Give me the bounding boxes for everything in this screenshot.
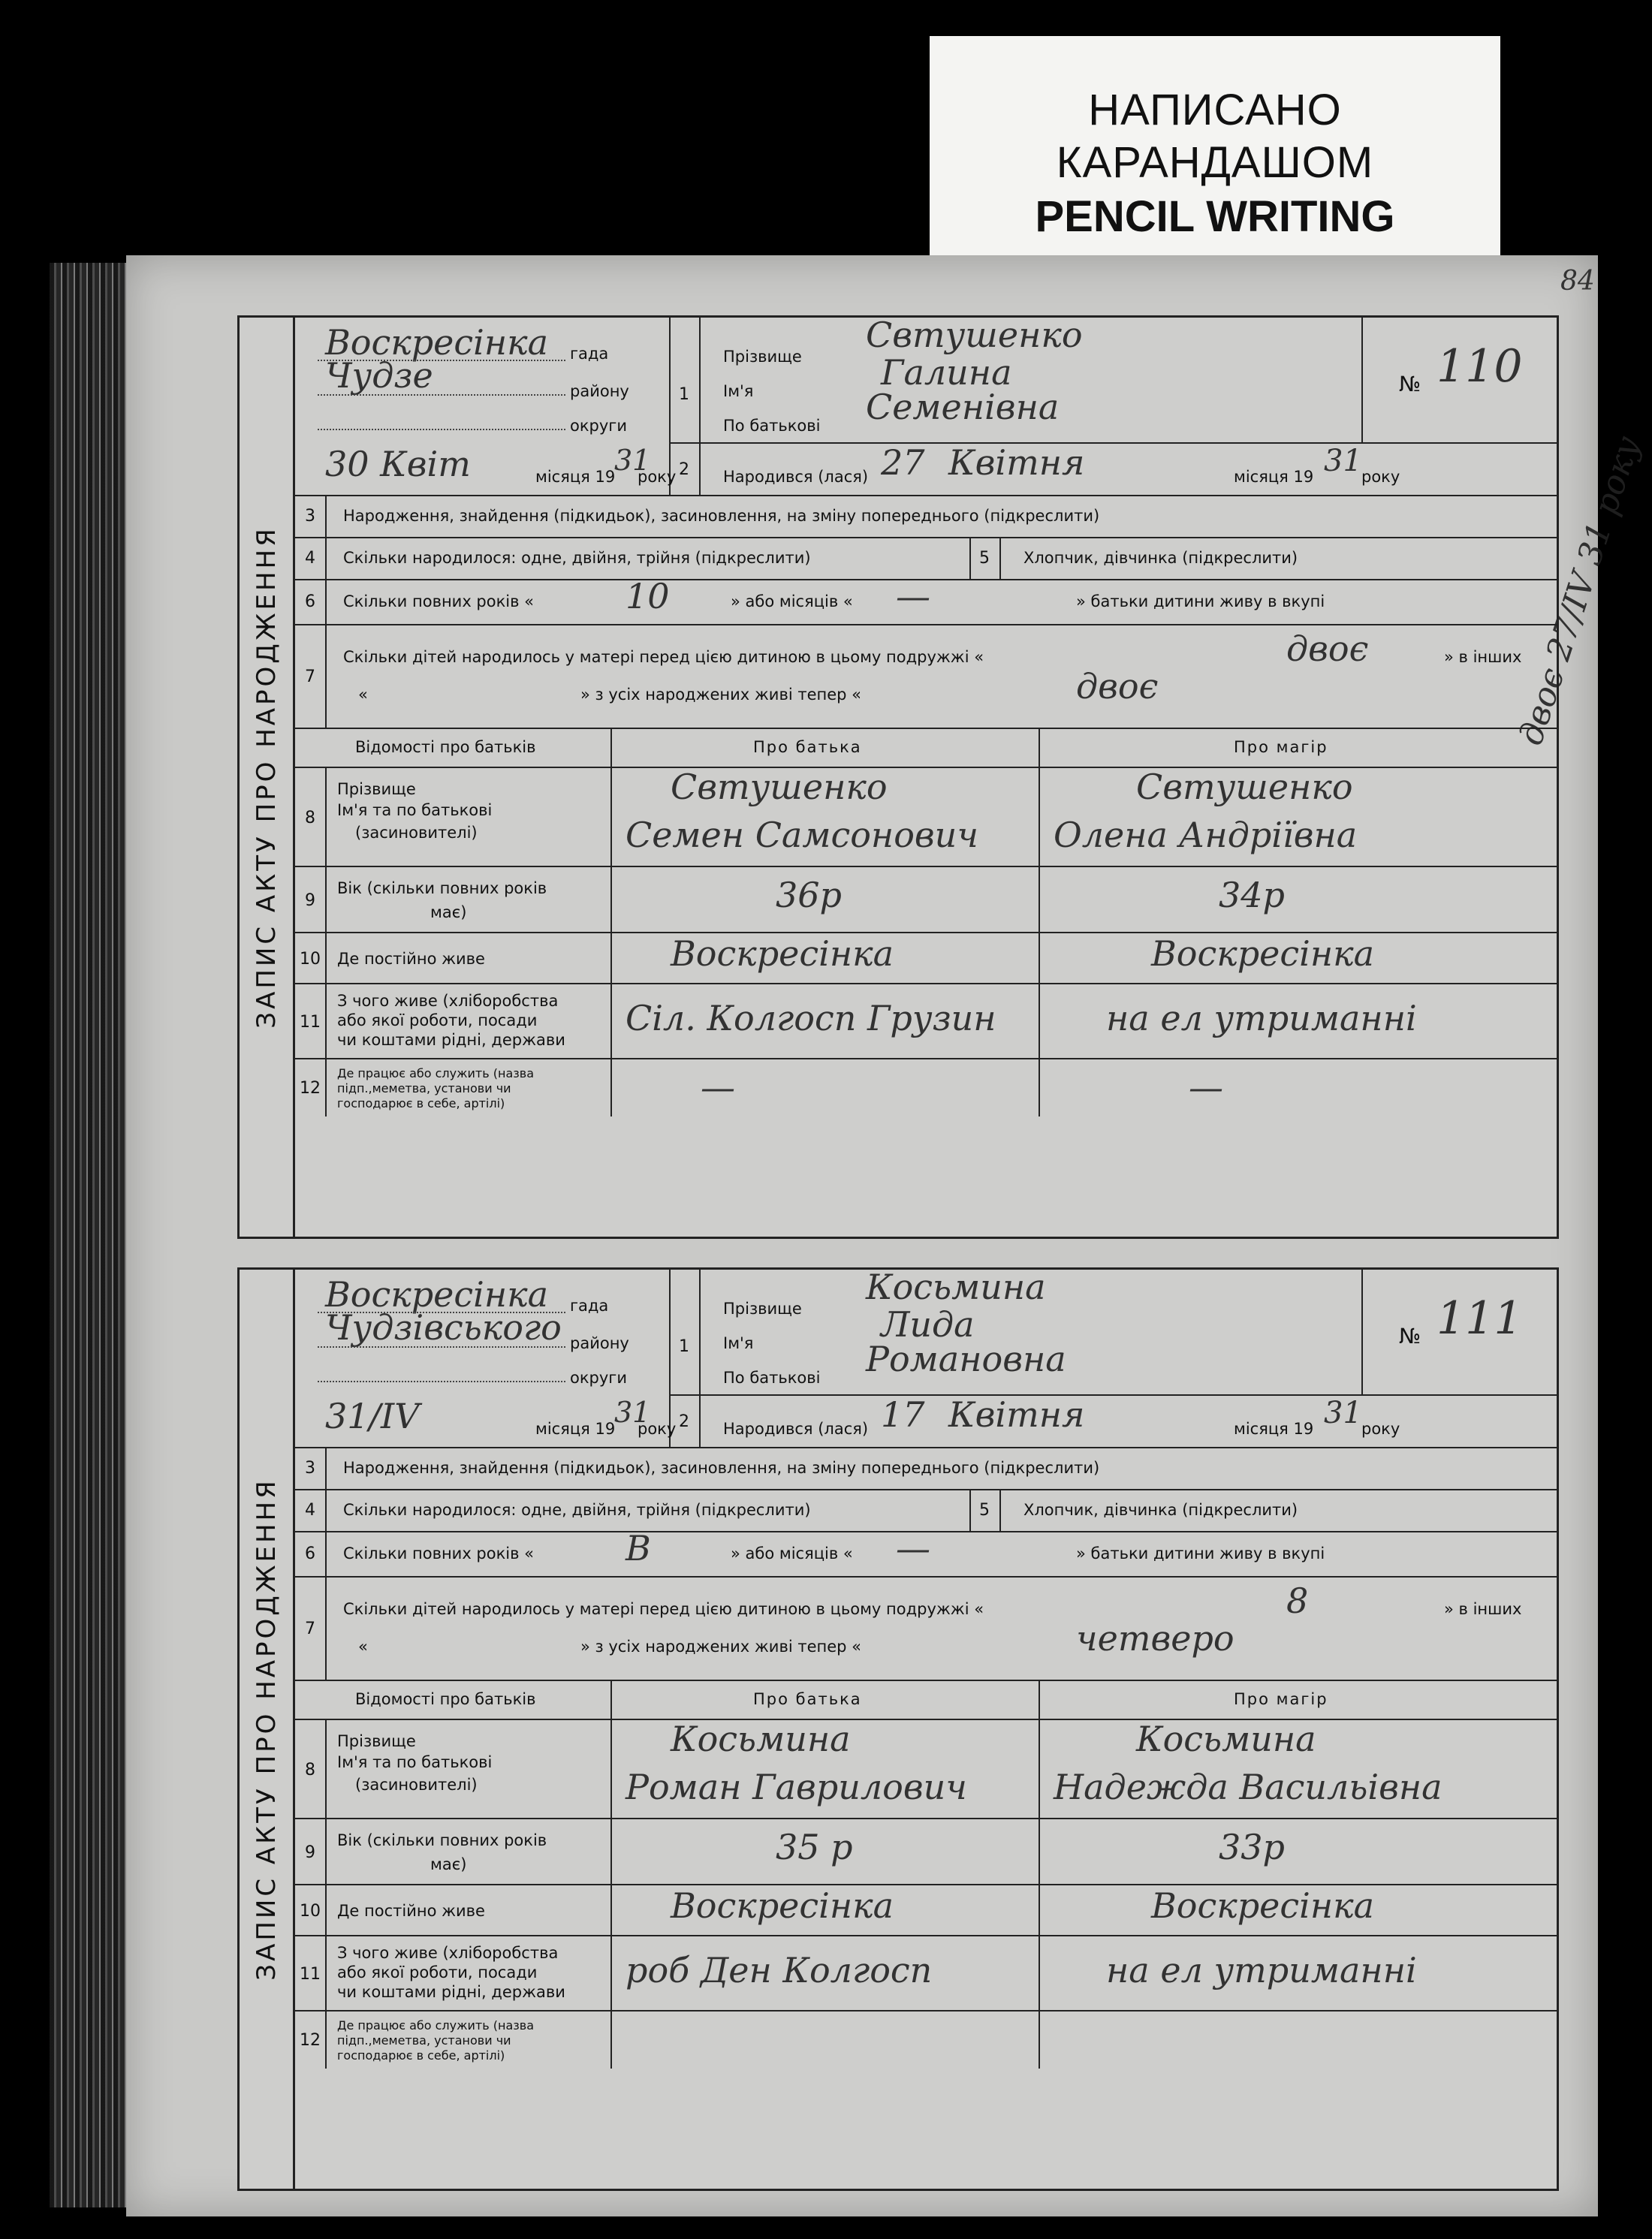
parents-header-row [295, 1681, 1557, 1720]
mother-age: 33р [1219, 1827, 1285, 1867]
about-father-header: Про батька [753, 738, 862, 756]
handwritten-children-alive: двоє [1076, 666, 1159, 707]
stamp-line-2: КАРАНДАШОМ [1056, 138, 1374, 187]
handwritten-born-day: 27 [881, 442, 925, 483]
row-11-label-b: або якої роботи, посади [337, 1963, 538, 1981]
mother-residence: Воскресінка [1151, 1885, 1375, 1926]
parents-header: Відомості про батьків [355, 738, 536, 756]
stamp-line-1: НАПИСАНО [1088, 86, 1342, 134]
father-occupation: роб Ден Колгосп [626, 1950, 933, 1990]
handwritten-surname: Свтушенко [866, 315, 1083, 355]
row-10-label: Де постійно живе [337, 950, 485, 968]
row-5-label: Хлопчик, дівчинка (підкреслити) [1023, 549, 1298, 567]
row-12 [295, 2011, 1557, 2069]
father-occupation: Сіл. Колгосп Грузин [626, 998, 996, 1038]
form-side-title [240, 1270, 295, 2189]
row-number: 6 [305, 1544, 315, 1563]
row-number: 3 [305, 507, 315, 526]
father-residence: Воскресінка [671, 1885, 894, 1926]
mother-residence: Воскресінка [1151, 933, 1375, 974]
handwritten-years-together: 10 [626, 576, 670, 616]
row-3 [295, 1448, 1557, 1490]
row-11 [295, 984, 1557, 1059]
row-11-label-a: З чого живе (хліборобства [337, 1944, 559, 1962]
father-name: Семен Самсонович [626, 815, 978, 855]
row-10 [295, 1885, 1557, 1936]
form-side-title [240, 318, 295, 1237]
row-4 [295, 1490, 1557, 1532]
mother-occupation: на ел утриманні [1106, 998, 1417, 1038]
row-12-label-a: Де працює або служить (назва [337, 1066, 535, 1080]
row-number: 12 [300, 1079, 321, 1098]
row-4 [295, 538, 1557, 580]
number-label: № [1399, 372, 1421, 396]
row-number: 4 [305, 549, 315, 568]
okrug-label: округи [570, 1369, 627, 1387]
mother-workplace: — [1189, 1067, 1223, 1107]
page-number: 84 [1560, 266, 1595, 297]
handwritten-date: 30 Квіт [325, 444, 471, 484]
father-name: Роман Гаврилович [626, 1767, 967, 1807]
row-5-label: Хлопчик, дівчинка (підкреслити) [1023, 1501, 1298, 1519]
about-mother-header: Про магір [1234, 1690, 1328, 1708]
header-block [295, 315, 1557, 496]
row-11-label-b: або якої роботи, посади [337, 1011, 538, 1029]
birth-record-form [237, 315, 1648, 1239]
row-6-label-b: » або місяців « [731, 1544, 853, 1562]
month-year-label: місяця 19 [535, 468, 616, 486]
roku-label: року [638, 468, 677, 486]
row-6-label-c: » батьки дитини живу в вкупі [1076, 1544, 1325, 1562]
row-7 [295, 625, 1557, 729]
city-label: гада [570, 345, 609, 363]
handwritten-city: Воскресінка [325, 1274, 549, 1315]
row-12-label-a: Де працює або служить (назва [337, 2018, 535, 2033]
row-11-label-c: чи коштами рідні, держави [337, 1031, 565, 1049]
handwritten-born-month: Квітня [948, 1394, 1085, 1435]
row-number: 11 [300, 1013, 321, 1032]
row-7-label-c: « [358, 1638, 368, 1656]
born-label: Народився (лася) [723, 1420, 869, 1438]
row-6 [295, 1528, 1557, 1578]
row-number: 5 [979, 1501, 990, 1520]
name-label: Ім'я [723, 382, 754, 400]
mother-surname: Свтушенко [1136, 767, 1353, 807]
row-9-label-a: Вік (скільки повних років [337, 879, 547, 897]
row-4-label: Скільки народилося: одне, двійня, трійня (підкреслити) [343, 549, 811, 567]
row-number: 9 [305, 891, 315, 910]
row-10 [295, 933, 1557, 984]
pencil-writing-label [930, 36, 1500, 255]
row-11-label-a: З чого живе (хліборобства [337, 992, 559, 1010]
row-8-label-a: Прізвище [337, 780, 416, 798]
born-label: Народився (лася) [723, 468, 869, 486]
handwritten-children-before: 8 [1286, 1581, 1309, 1621]
roku-label: року [1361, 1420, 1400, 1438]
father-age: 35 р [776, 1827, 853, 1867]
patronymic-label: По батькові [723, 417, 821, 435]
row-9-label-b: має) [430, 903, 467, 921]
father-surname: Косьмина [671, 1719, 851, 1759]
birth-record-form [237, 1267, 1559, 2191]
handwritten-born-month: Квітня [948, 442, 1085, 483]
handwritten-months-together: — [896, 576, 930, 616]
row-7-label-a: Скільки дітей народилось у матері перед цією дитиною в цьому подружжі « [343, 1600, 984, 1618]
name-label: Ім'я [723, 1334, 754, 1352]
form-body [295, 1267, 1557, 2189]
row-number: 7 [305, 667, 315, 686]
about-father-header: Про батька [753, 1690, 862, 1708]
row-number: 4 [305, 1501, 315, 1520]
handwritten-born-day: 17 [881, 1394, 925, 1435]
okrug-label: округи [570, 417, 627, 435]
father-residence: Воскресінка [671, 933, 894, 974]
row-6-label-a: Скільки повних років « [343, 592, 535, 610]
surname-label: Прізвище [723, 1300, 802, 1318]
handwritten-patronymic: Семенівна [866, 387, 1060, 427]
row-number: 8 [305, 1761, 315, 1779]
month-year-label: місяця 19 [1234, 1420, 1314, 1438]
row-6-label-c: » батьки дитини живу в вкупі [1076, 592, 1325, 610]
row-12-label-c: господарює в себе, артілі) [337, 1096, 505, 1110]
month-year-label: місяця 19 [1234, 468, 1314, 486]
row-7-label-b: » в інших [1444, 648, 1522, 666]
row-number: 3 [305, 1459, 315, 1478]
mother-age: 34р [1219, 875, 1285, 915]
row-9-label-a: Вік (скільки повних років [337, 1831, 547, 1849]
row-number: 8 [305, 809, 315, 827]
row-8-label-b: Ім'я та по батькові [337, 801, 493, 819]
row-number: 7 [305, 1620, 315, 1638]
roku-label: року [638, 1420, 677, 1438]
district-label: району [570, 1334, 629, 1352]
parents-header-row [295, 729, 1557, 768]
row-number: 2 [679, 460, 689, 479]
handwritten-district: Чудзівського [325, 1307, 562, 1348]
row-8-label-a: Прізвище [337, 1732, 416, 1750]
row-3-label: Народження, знайдення (підкидьок), засиновлення, на зміну попереднього (підкреслити) [343, 507, 1100, 525]
handwritten-patronymic: Романовна [866, 1339, 1066, 1379]
row-number: 1 [679, 1337, 689, 1356]
row-8 [295, 768, 1557, 867]
row-number: 2 [679, 1412, 689, 1431]
row-8-label-c: (засиновителі) [355, 1776, 478, 1794]
handwritten-born-year: 31 [1324, 1396, 1362, 1430]
mother-name: Надежда Васильівна [1054, 1767, 1442, 1807]
row-number: 10 [300, 950, 321, 969]
handwritten-surname: Косьмина [866, 1267, 1046, 1307]
row-7-label-d: » з усіх народжених живі тепер « [580, 686, 862, 704]
handwritten-district: Чудзе [325, 355, 433, 396]
father-surname: Свтушенко [671, 767, 888, 807]
row-number: 9 [305, 1843, 315, 1862]
handwritten-date-year: 31 [614, 444, 651, 477]
mother-surname: Косьмина [1136, 1719, 1316, 1759]
patronymic-label: По батькові [723, 1369, 821, 1387]
row-8 [295, 1720, 1557, 1819]
row-12-label-b: підп.,меметва, установи чи [337, 1081, 511, 1095]
row-7-label-b: » в інших [1444, 1600, 1522, 1618]
roku-label: року [1361, 468, 1400, 486]
row-7-label-c: « [358, 686, 368, 704]
row-8-label-c: (засиновителі) [355, 824, 478, 842]
form-body [295, 315, 1648, 1237]
row-3 [295, 496, 1557, 538]
row-number: 6 [305, 592, 315, 611]
register-page [126, 255, 1648, 2216]
handwritten-margin-note: двоє 27/IV 31 року [1512, 431, 1648, 750]
row-9 [295, 1819, 1557, 1885]
row-number: 12 [300, 2031, 321, 2050]
side-title-text: ЗАПИС АКТУ ПРО НАРОДЖЕННЯ [251, 1478, 282, 1981]
handwritten-name: Галина [881, 352, 1012, 393]
row-11-label-c: чи коштами рідні, держави [337, 1983, 565, 2001]
handwritten-months-together: — [896, 1528, 930, 1569]
row-12-label-b: підп.,меметва, установи чи [337, 2033, 511, 2048]
side-title-text: ЗАПИС АКТУ ПРО НАРОДЖЕННЯ [251, 526, 282, 1029]
father-age: 36р [776, 875, 842, 915]
handwritten-record-number: 110 [1436, 340, 1523, 393]
row-12-label-c: господарює в себе, артілі) [337, 2048, 505, 2063]
month-year-label: місяця 19 [535, 1420, 616, 1438]
row-7-label-d: » з усіх народжених живі тепер « [580, 1638, 862, 1656]
row-10-label: Де постійно живе [337, 1902, 485, 1920]
row-7 [295, 1578, 1557, 1681]
stamp-line-3: PENCIL WRITING [1035, 192, 1395, 241]
handwritten-city: Воскресінка [325, 322, 549, 363]
row-7-label-a: Скільки дітей народилось у матері перед цією дитиною в цьому подружжі « [343, 648, 984, 666]
mother-name: Олена Андріївна [1054, 815, 1358, 855]
row-9 [295, 867, 1557, 933]
row-number: 10 [300, 1902, 321, 1921]
row-8-label-b: Ім'я та по батькові [337, 1753, 493, 1771]
row-12 [295, 1059, 1557, 1116]
row-number: 1 [679, 385, 689, 404]
row-6 [295, 576, 1557, 625]
district-label: району [570, 382, 629, 400]
row-11 [295, 1936, 1557, 2011]
handwritten-record-number: 111 [1436, 1292, 1523, 1345]
row-4-label: Скільки народилося: одне, двійня, трійня (підкреслити) [343, 1501, 811, 1519]
row-number: 11 [300, 1965, 321, 1984]
row-6-label-a: Скільки повних років « [343, 1544, 535, 1562]
city-label: гада [570, 1297, 609, 1315]
row-3-label: Народження, знайдення (підкидьок), засиновлення, на зміну попереднього (підкреслити) [343, 1459, 1100, 1477]
about-mother-header: Про магір [1234, 738, 1328, 756]
handwritten-children-before: двоє [1286, 628, 1369, 669]
header-block [295, 1267, 1557, 1448]
father-workplace: — [701, 1067, 735, 1107]
row-number: 5 [979, 549, 990, 568]
handwritten-children-alive: четверо [1076, 1618, 1234, 1659]
handwritten-name: Лида [881, 1304, 975, 1345]
parents-header: Відомості про батьків [355, 1690, 536, 1708]
handwritten-born-year: 31 [1324, 444, 1362, 478]
row-6-label-b: » або місяців « [731, 592, 853, 610]
number-label: № [1399, 1324, 1421, 1349]
surname-label: Прізвище [723, 348, 802, 366]
handwritten-date: 31/IV [325, 1396, 420, 1436]
row-9-label-b: має) [430, 1855, 467, 1873]
handwritten-years-together: В [626, 1528, 651, 1569]
handwritten-date-year: 31 [614, 1396, 651, 1429]
mother-occupation: на ел утриманні [1106, 1950, 1417, 1990]
